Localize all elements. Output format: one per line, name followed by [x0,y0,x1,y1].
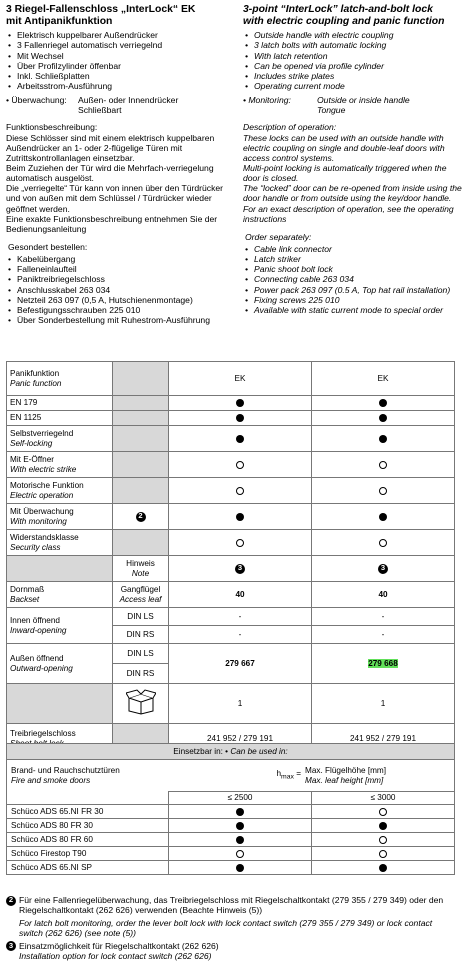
filled-dot-icon [236,822,244,830]
open-circle-icon [379,850,387,858]
filled-dot-icon [379,435,387,443]
english-description: Description of operation: These locks can be used with an outside handle with electric coupling on single and double-leaf doors with access control systems. Multi-point locking is automatically triggered when the door is closed. The “locked” door can be re-opened from inside using the door handle or from outside using the key/door handle. For an exact description of operation, see the operating instructions [243,122,462,224]
filled-dot-icon [236,864,244,872]
article-number: 279 667 [169,644,312,684]
table-row: Panikfunktion Panic function EK EK [7,362,455,396]
order-item: • Panic shoot bolt lock [243,264,463,274]
filled-dot-icon [379,822,387,830]
german-feature-list [6,30,232,91]
feature-item: • Includes strike plates [243,71,463,81]
table-row: Brand- und Rauchschutztüren Fire and smoke doors $h_{max}$ = Max. Flügelhöhe [mm] Max. leaf height [mm] [7,760,455,792]
order-item: • Befestigungsschrauben 225 010 [6,305,232,315]
table-row: 1 1 [7,684,455,724]
order-item: • Über Sonderbestellung mit Ruhestrom-Ausführung [6,315,232,325]
feature-item: • 3 Fallenriegel automatisch verriegelnd [6,40,232,50]
table-row: Schüco Firestop T90 [7,847,455,861]
english-feature-list [243,30,463,91]
note-2-marker-icon: 2 [136,512,146,522]
table-row: Innen öffnend Inward-opening DIN LS - - [7,608,455,626]
table-row: Widerstandsklasse Security class [7,530,455,556]
open-circle-icon [236,487,244,495]
table-row: Mit Überwachung With monitoring 2 [7,504,455,530]
order-item: • Netzteil 263 097 (0,5 A, Hutschienenmontage) [6,295,232,305]
open-circle-icon [236,461,244,469]
order-item: • Fixing screws 225 010 [243,295,463,305]
order-item: • Cable link connector [243,244,463,254]
filled-dot-icon [236,808,244,816]
table-row: Schüco ADS 65.NI SP [7,861,455,875]
table-row: ≤ 2500 ≤ 3000 [7,792,455,805]
feature-item: • Elektrisch kuppelbarer Außendrücker [6,30,232,40]
filled-dot-icon [236,513,244,521]
order-item: • Paniktreibriegelschloss [6,274,232,284]
order-item: • Available with static current mode to special order [243,305,463,315]
open-circle-icon [379,836,387,844]
table-row: Selbstverriegelnd Self-locking [7,426,455,452]
table-row: EN 1125 [7,411,455,426]
open-circle-icon [236,539,244,547]
table-row: DIN RS - - [7,626,455,644]
order-item: • Latch striker [243,254,463,264]
usage-table [6,743,455,875]
article-number-highlighted: 279 668 [368,658,398,668]
filled-dot-icon [236,836,244,844]
table-row: Schüco ADS 80 FR 30 [7,819,455,833]
feature-item: • Can be opened via profile cylinder [243,61,463,71]
column-header: EK [169,362,312,396]
filled-dot-icon [236,435,244,443]
german-title: 3 Riegel-Fallenschloss „InterLock“ EK mit Antipanikfunktion [6,4,196,27]
filled-dot-icon [379,513,387,521]
order-item: • Connecting cable 263 034 [243,274,463,284]
table-row: Außen öffnend Outward-opening DIN LS 279 667 279 668 [7,644,455,664]
order-item: • Falleneinlaufteil [6,264,232,274]
feature-item: • Outside handle with electric coupling [243,30,463,40]
open-circle-icon [379,461,387,469]
filled-dot-icon [379,414,387,422]
english-title: 3-point “InterLock” latch-and-bolt lock with electric coupling and panic function [243,4,445,27]
filled-dot-icon [236,414,244,422]
feature-item: • Arbeitsstrom-Ausführung [6,81,232,91]
table-row: DIN RS [7,664,455,684]
table-row: EN 179 [7,396,455,411]
english-column [243,4,463,315]
table-row: Hinweis Note 3 3 [7,556,455,582]
note-3-marker-icon: 3 [378,564,388,574]
german-order-list: Gesondert bestellen: • Kabelübergang • Falleneinlaufteil • Paniktreibriegelschloss • Anschlusskabel 263 034 • Netzteil 263 097 (0,5 A, Hutschienenmontage) • Befestigungsschrauben 225 010 • Über Sonderbestellung mit Ruhestrom-Ausführung [6,242,232,325]
specification-table [6,361,455,754]
open-circle-icon [379,808,387,816]
feature-item: • Inkl. Schließplatten [6,71,232,81]
note-2-marker-icon: 2 [6,896,16,906]
note-3-marker-icon: 3 [235,564,245,574]
german-column [6,4,232,325]
order-item: • Anschlusskabel 263 034 [6,285,232,295]
open-circle-icon [379,539,387,547]
table-row: Motorische Funktion Electric operation [7,478,455,504]
table-row: Schüco ADS 65.NI FR 30 [7,805,455,819]
footnote-3: 3 Einsatzmöglichkeit für Riegelschaltkontakt (262 626) Installation option for lock contact switch (262 626) [6,941,458,961]
filled-dot-icon [379,399,387,407]
feature-item: • Über Profilzylinder öffenbar [6,61,232,71]
column-header: EK [312,362,455,396]
feature-item: • Mit Wechsel [6,51,232,61]
order-item: • Kabelübergang [6,254,232,264]
feature-item: • With latch retention [243,51,463,61]
filled-dot-icon [236,399,244,407]
footnote-2: 2 Für eine Fallenriegelüberwachung, das Treibriegelschloss mit Riegelschaltkontakt (279 355 / 279 349) oder den Riegelschaltkontakt (262 626) verwenden (Beachte Hinweis (5)) For latch bolt monitoring, order the lever bolt lock with lock contact switch (279 355 / 279 349) or lock contact switch (262 626) (see note (5)) [6,895,458,939]
monitoring-row: • Monitoring: Outside or inside handle Tongue [243,95,410,116]
note-3-marker-icon: 3 [6,941,16,951]
footnotes [6,895,458,962]
monitoring-row: • Überwachung: Außen- oder Innendrücker Schließbart [6,95,179,116]
table-row: Treibriegelschloss 241 952 / 279 191 241 952 / 279 191 [7,724,455,754]
table-row: Schüco ADS 80 FR 60 [7,833,455,847]
english-order-list: Order separately: • Cable link connector • Latch striker • Panic shoot bolt lock • Connecting cable 263 034 • Power pack 263 097 (0.5 A, Top hat rail installation) • Fixing screws 225 010 • Available with static current mode to special order [243,232,463,315]
order-item: • Power pack 263 097 (0.5 A, Top hat rail installation) [243,285,463,295]
table-row: Dornmaß Backset Gangflügel Access leaf 40 40 [7,582,455,608]
german-description: Funktionsbeschreibung: Diese Schlösser sind mit einem elektrisch kuppelbaren Außendrücker an 1- oder 2-flügelige Türen mit Zutrittskontrollanlagen einsetzbar. Beim Zuziehen der Tür wird die Mehrfach-verriegelung automatisch ausgelöst. Die „verriegelte“ Tür kann von innen über den Türdrücker und von außen mit dem Schlüssel / Türdrücker wieder geöffnet werden. Eine exakte Funktionsbeschreibung entnehmen Sie der Bedienungsanleitung [6,122,224,234]
package-icon [126,689,156,715]
table-row: Einsetzbar in: • Can be used in: [7,744,455,760]
filled-dot-icon [379,864,387,872]
open-circle-icon [379,487,387,495]
feature-item: • 3 latch bolts with automatic locking [243,40,463,50]
table-row: Mit E-Öffner With electric strike [7,452,455,478]
feature-item: • Operating current mode [243,81,463,91]
open-circle-icon [236,850,244,858]
hmax-symbol: $h_{max}$ = [276,769,302,781]
